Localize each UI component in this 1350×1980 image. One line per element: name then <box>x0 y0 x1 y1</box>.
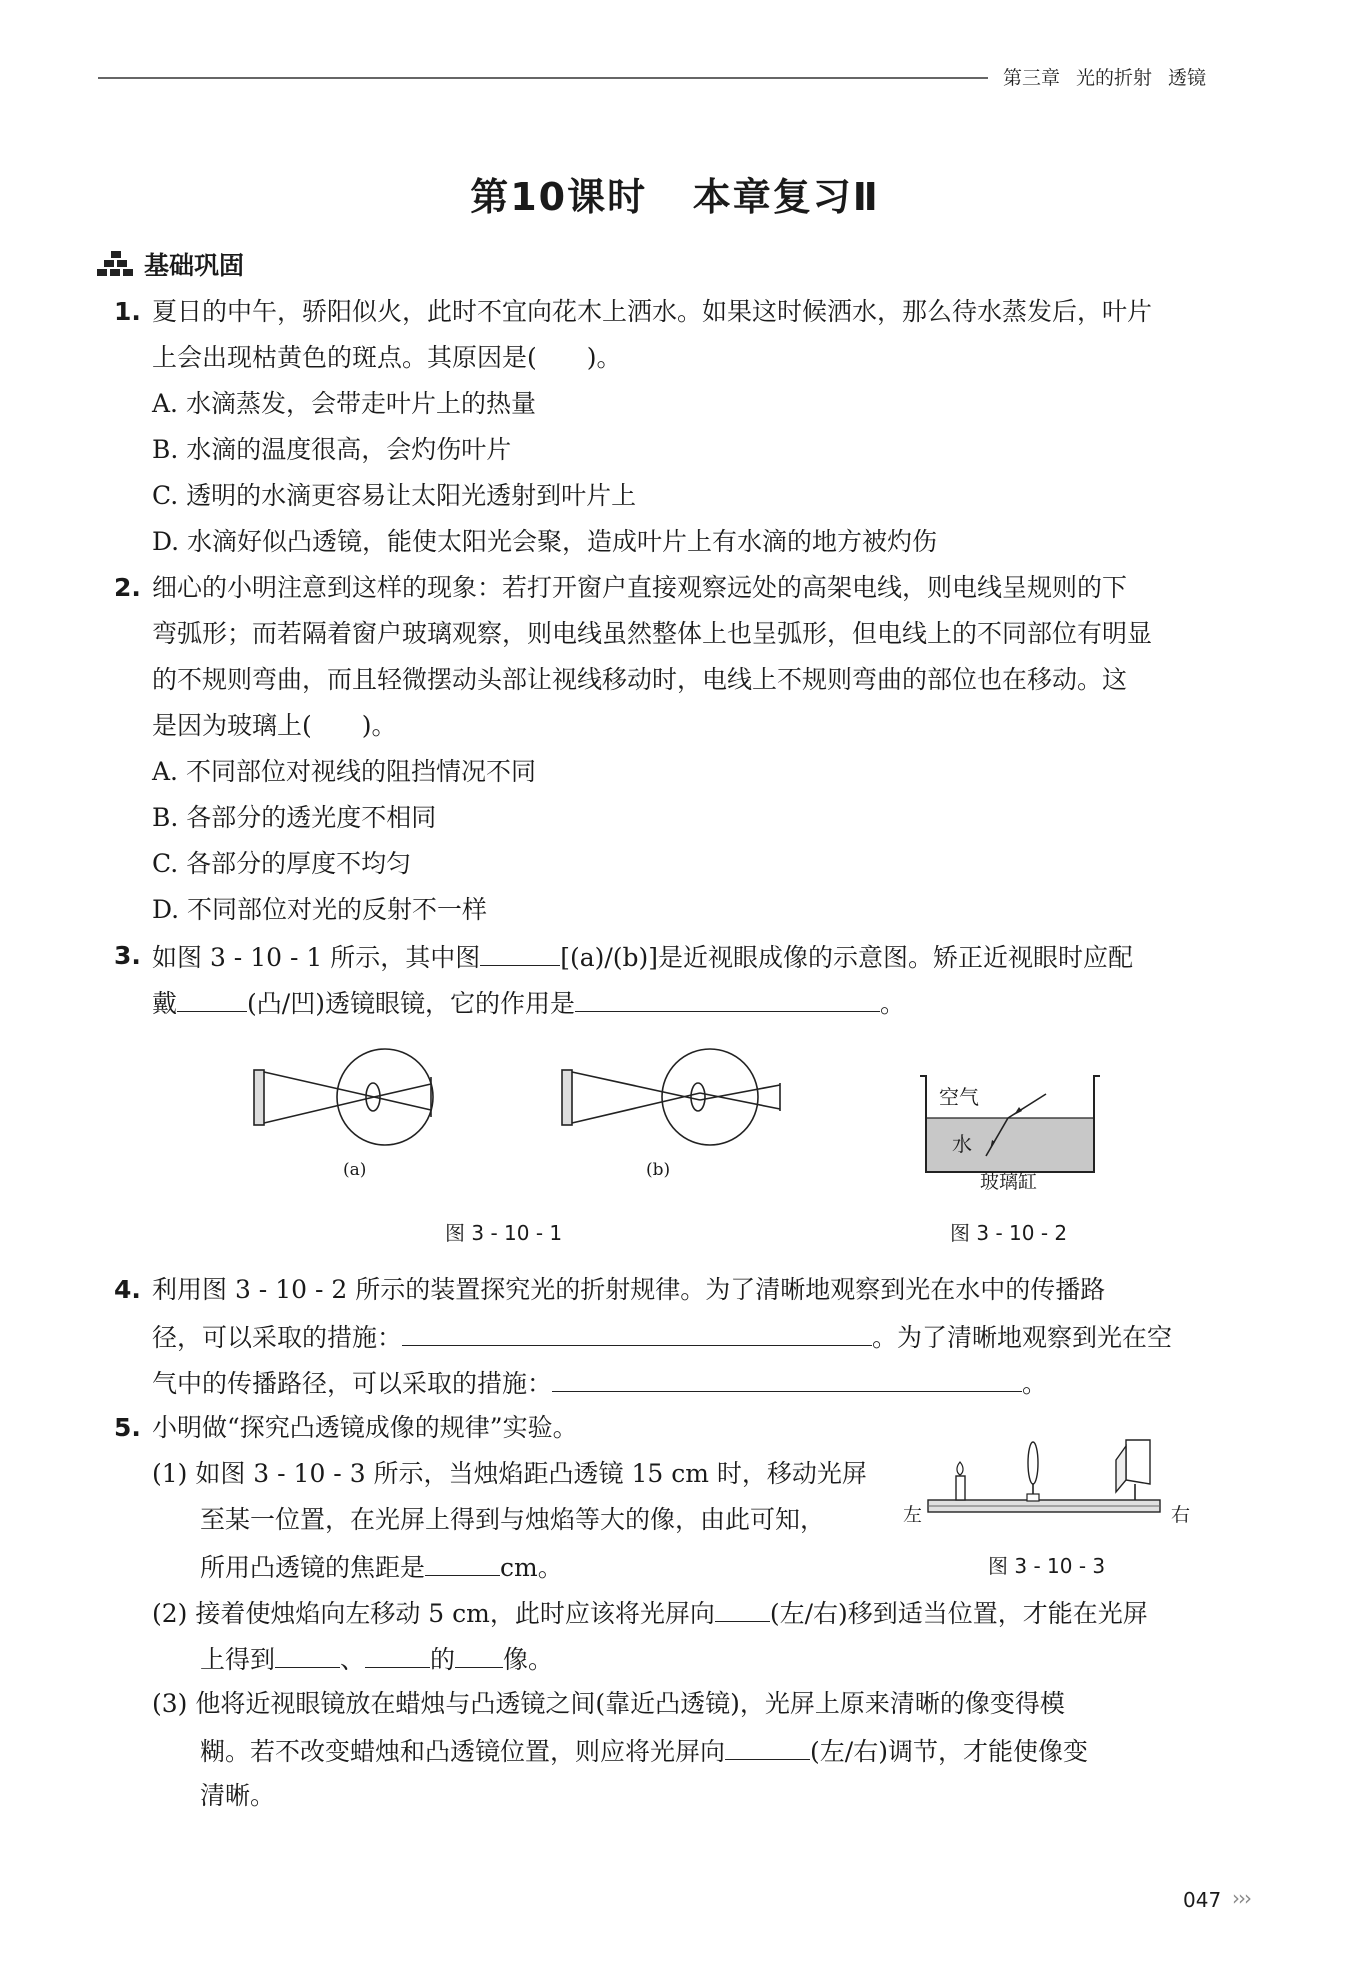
q2-line4: 是因为玻璃上( )。 <box>152 711 397 740</box>
q5-part1-line3 <box>200 1551 563 1583</box>
fig1-label-b: (b) <box>646 1160 671 1180</box>
q5-text-p3-2a: 糊。若不改变蜡烛和凸透镜位置，则应将光屏向 <box>200 1737 726 1766</box>
q2-option-d: D. 不同部位对光的反射不一样 <box>152 895 488 924</box>
q5-number: 5. <box>114 1413 141 1442</box>
q4-text-2b: 。为了清晰地观察到光在空 <box>872 1323 1173 1352</box>
q1-option-a: A. 水滴蒸发，会带走叶片上的热量 <box>152 389 536 418</box>
q5-part2-line1 <box>152 1597 1148 1629</box>
q5-part3-line3: 清晰。 <box>200 1781 276 1810</box>
q5-line1: 小明做“探究凸透镜成像的规律”实验。 <box>152 1413 578 1442</box>
q1-line2: 上会出现枯黄色的斑点。其原因是( )。 <box>152 343 622 372</box>
q5-text-p2-2d: 像。 <box>503 1645 554 1674</box>
fig2-caption: 图 3 - 10 - 2 <box>950 1221 1068 1245</box>
header-rule <box>98 77 988 79</box>
q2-option-c: C. 各部分的厚度不均匀 <box>152 849 412 878</box>
q2-option-b: B. 各部分的透光度不相同 <box>152 803 437 832</box>
header-chapter: 第三章 <box>1003 67 1061 89</box>
eye-diagram-a <box>254 1049 433 1145</box>
q3-text-2b: (凸/凹)透镜眼镜，它的作用是 <box>247 989 575 1018</box>
q5-blank-image-prop2[interactable] <box>365 1643 430 1668</box>
q5-part1-line2: 至某一位置，在光屏上得到与烛焰等大的像，由此可知， <box>200 1505 826 1534</box>
q2-line1: 细心的小明注意到这样的现象：若打开窗户直接观察远处的高架电线，则电线呈规则的下 <box>152 573 1128 602</box>
fig2-tank-label: 玻璃缸 <box>980 1171 1038 1193</box>
q1-option-c: C. 透明的水滴更容易让太阳光透射到叶片上 <box>152 481 637 510</box>
q4-text-2a: 径，可以采取的措施： <box>152 1323 403 1352</box>
fig1-caption: 图 3 - 10 - 1 <box>445 1221 563 1245</box>
q3-text-2c: 。 <box>879 989 905 1018</box>
q5-blank-focal-length[interactable] <box>425 1551 500 1576</box>
q2-option-a: A. 不同部位对视线的阻挡情况不同 <box>152 757 536 786</box>
q5-text-p2-1b: (左/右)移到适当位置，才能在光屏 <box>769 1599 1148 1628</box>
q3-blank-figure[interactable] <box>480 941 560 966</box>
eye-diagram-b <box>562 1049 780 1145</box>
q5-text-p3-2b: (左/右)调节，才能使像变 <box>810 1737 1088 1766</box>
fig3-caption: 图 3 - 10 - 3 <box>988 1554 1106 1578</box>
q4-line3 <box>152 1367 1047 1399</box>
figure-3-10-3 <box>920 1440 1160 1520</box>
section-title: 基础巩固 <box>144 251 245 280</box>
q2-line2: 弯弧形；而若隔着窗户玻璃观察，则电线虽然整体上也呈弧形，但电线上的不同部位有明显 <box>152 619 1153 648</box>
q4-blank-water[interactable] <box>402 1321 872 1346</box>
figure-3-10-1 <box>250 1055 810 1185</box>
page-number: 047 <box>1183 1888 1222 1912</box>
pyramid-icon <box>96 251 136 277</box>
q3-line1 <box>152 941 1133 973</box>
q5-text-p2-2b: 、 <box>340 1645 366 1674</box>
q3-text-1b: [(a)/(b)]是近视眼成像的示意图。矫正近视眼时应配 <box>560 943 1134 972</box>
fig1-label-a: (a) <box>343 1160 367 1180</box>
q3-text-1a: 如图 3 - 10 - 1 所示，其中图 <box>152 943 481 972</box>
lesson-title: 第10课时 本章复习Ⅱ <box>470 175 880 219</box>
q3-line2 <box>152 987 905 1019</box>
q1-line1: 夏日的中午，骄阳似火，此时不宜向花木上洒水。如果这时候洒水，那么待水蒸发后，叶片 <box>152 297 1153 326</box>
q5-blank-image-type[interactable] <box>455 1643 503 1668</box>
q4-line1: 利用图 3 - 10 - 2 所示的装置探究光的折射规律。为了清晰地观察到光在水中的传播路 <box>152 1275 1106 1304</box>
q2-number: 2. <box>114 573 141 602</box>
fig2-air-label: 空气 <box>939 1085 979 1109</box>
running-header <box>1003 63 1222 90</box>
q4-line2 <box>152 1321 1172 1353</box>
q2-line3: 的不规则弯曲，而且轻微摆动头部让视线移动时，电线上不规则弯曲的部位也在移动。这 <box>152 665 1128 694</box>
q5-blank-image-prop1[interactable] <box>275 1643 340 1668</box>
q3-blank-lens-type[interactable] <box>177 987 247 1012</box>
section-heading <box>96 246 244 282</box>
q5-text-p2-2a: 上得到 <box>200 1645 276 1674</box>
fig2-water-label: 水 <box>952 1132 972 1156</box>
q4-text-3a: 气中的传播路径，可以采取的措施： <box>152 1369 553 1398</box>
q1-option-b: B. 水滴的温度很高，会灼伤叶片 <box>152 435 512 464</box>
page-arrows-icon: ››› <box>1232 1886 1250 1910</box>
q5-part3-line1: (3) 他将近视眼镜放在蜡烛与凸透镜之间(靠近凸透镜)，光屏上原来清晰的像变得模 <box>152 1689 1065 1718</box>
q3-blank-effect[interactable] <box>575 987 880 1012</box>
q4-number: 4. <box>114 1275 141 1304</box>
q5-text-p2-2c: 的 <box>430 1645 456 1674</box>
q5-part1-line1: (1) 如图 3 - 10 - 3 所示，当烛焰距凸透镜 15 cm 时，移动光屏 <box>152 1459 867 1488</box>
header-topic1: 光的折射 <box>1076 67 1153 89</box>
q3-number: 3. <box>114 941 141 970</box>
q4-text-3b: 。 <box>1022 1369 1048 1398</box>
q5-part2-line2 <box>200 1643 553 1675</box>
q1-option-d: D. 水滴好似凸透镜，能使太阳光会聚，造成叶片上有水滴的地方被灼伤 <box>152 527 938 556</box>
fig3-right-label: 右 <box>1171 1504 1191 1526</box>
header-topic2: 透镜 <box>1168 67 1207 89</box>
fig3-left-label: 左 <box>903 1504 923 1526</box>
q5-blank-adjust-direction[interactable] <box>725 1735 810 1760</box>
q5-text-p1-3a: 所用凸透镜的焦距是 <box>200 1553 426 1582</box>
q5-part3-line2 <box>200 1735 1088 1767</box>
q5-text-p2-1a: (2) 接着使烛焰向左移动 5 cm，此时应该将光屏向 <box>152 1599 715 1628</box>
q5-blank-screen-direction[interactable] <box>715 1597 770 1622</box>
q3-text-2a: 戴 <box>152 989 178 1018</box>
q4-blank-air[interactable] <box>552 1367 1022 1392</box>
q1-number: 1. <box>114 297 141 326</box>
q5-text-p1-3b: cm。 <box>500 1553 563 1582</box>
